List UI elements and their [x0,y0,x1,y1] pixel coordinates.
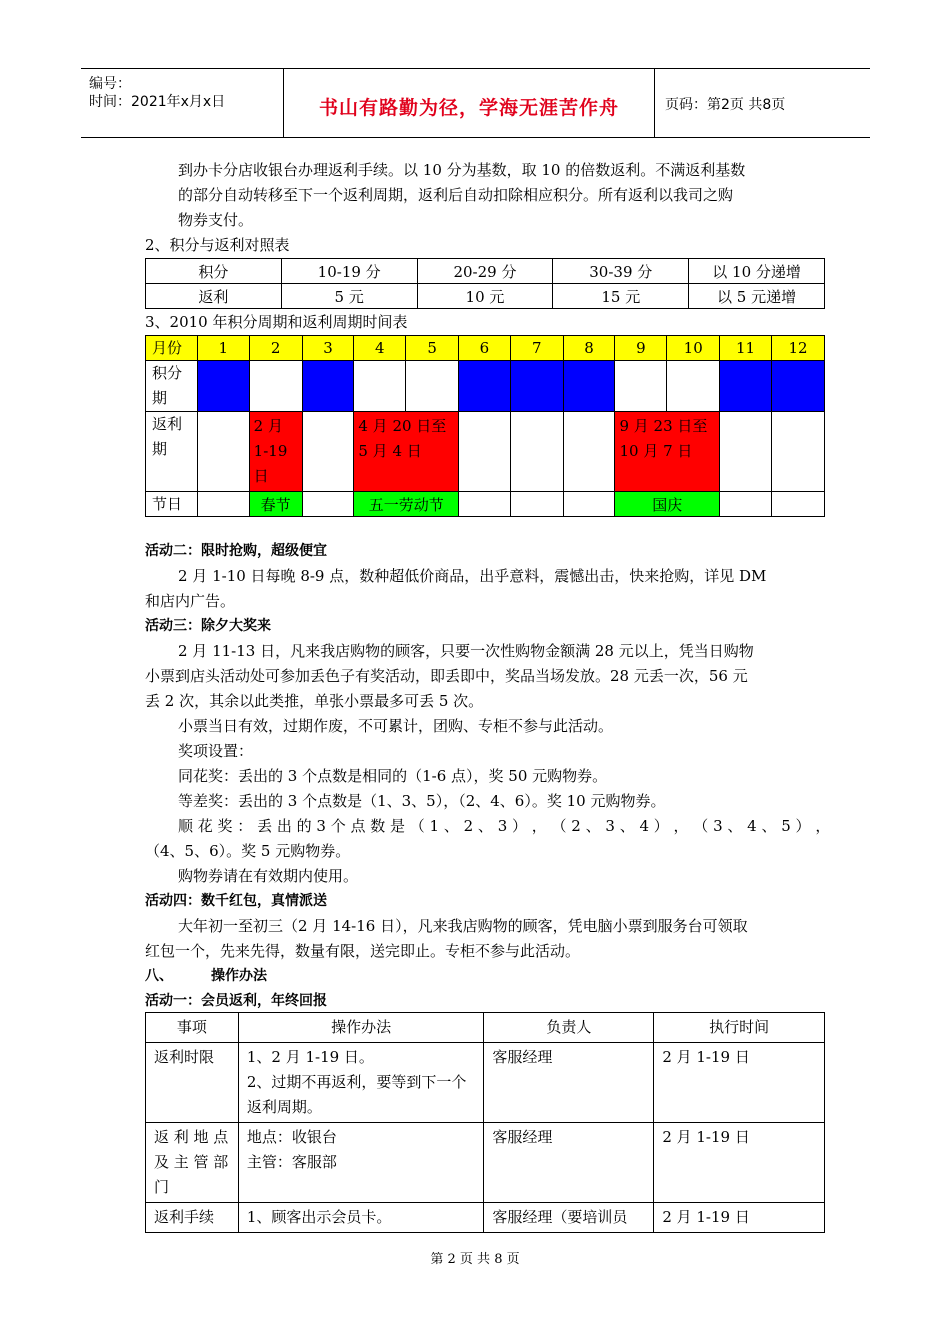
table-cell: 15 元 [553,284,689,309]
activity3-line: 小票到店头活动处可参加丢色子有奖活动，即丢即中，奖品当场发放。28 元丢一次，56 元 [145,667,748,685]
method-cell [238,1203,484,1233]
points-period-label: 积分期 [146,361,198,412]
section2-title: 2、积分与返利对照表 [145,236,290,254]
method-line: 地点：收银台 [246,1128,337,1146]
section8-title: 操作办法 [211,968,267,984]
header-page-cell [655,69,870,137]
activity2-line: 和店内广告。 [145,592,236,610]
points-period-cell [563,361,615,412]
item-cell: 返利时限 [146,1043,239,1123]
empty-cell [563,412,615,492]
month-cell: 6 [459,336,511,361]
activity3-line: 购物券请在有效期内使用。 [178,867,359,885]
section3-title: 3、2010 年积分周期和返利周期时间表 [145,313,408,331]
empty-cell [459,492,511,517]
empty-cell [302,412,354,492]
rebate-period-cell: 4 月 20 日至 5 月 4 日 [354,412,459,492]
schedule-table [145,335,825,517]
page-header [81,68,870,138]
number-label: 编号： [89,76,131,92]
month-row [146,336,825,361]
empty-cell [667,361,720,412]
empty-cell [563,492,615,517]
activity2-title: 活动二：限时抢购，超级便宜 [145,543,327,559]
table-row [146,1203,825,1233]
intro-line: 的部分自动转移至下一个返利周期，返利后自动扣除相应积分。所有返利以我司之购 [178,186,734,204]
table-row [146,259,825,284]
holiday-cell: 春节 [249,492,302,517]
empty-cell [720,492,772,517]
method-line: 1、2 月 1-19 日。 [246,1048,374,1066]
activity3-line: 顺 花 奖 ： 丢 出 的 3 个 点 数 是 （ 1 、 2 、 3 ） ， （ 2 、 3 、 4 ） ， （ 3 、 4 、 5 ） ， [178,817,831,835]
rebate-period-label: 返利期 [146,412,198,492]
month-cell: 5 [406,336,459,361]
page-footer: 第 2 页 共 8 页 [430,1252,520,1267]
activity3-line: 等差奖：丢出的 3 个点数是（1、3、5），（2、4、6）。奖 10 元购物券。 [178,792,666,810]
method-line: 2、过期不再返利，要等到下一个返利周期。 [246,1073,467,1116]
holiday-cell: 五一劳动节 [354,492,459,517]
points-period-cell [772,361,825,412]
activity3-line: 丢 2 次，其余以此类推，单张小票最多可丢 5 次。 [145,692,484,710]
table-cell: 以 5 元递增 [689,284,825,309]
activity4-title: 活动四：数千红包，真情派送 [145,893,327,909]
points-period-cell [720,361,772,412]
motto: 书山有路勤为径，学海无涯苦作舟 [318,97,619,119]
table-row [146,1123,825,1203]
empty-cell [249,361,302,412]
method-cell [238,1123,484,1203]
table-cell: 10 元 [417,284,553,309]
table-row [146,1043,825,1123]
activity4-line: 大年初一至初三（2 月 14-16 日），凡来我店购物的顾客，凭电脑小票到服务台可领取 [178,917,748,935]
empty-cell [197,412,249,492]
activity3-line: 奖项设置： [178,742,254,760]
month-cell: 10 [667,336,720,361]
empty-cell [354,361,406,412]
month-cell: 11 [720,336,772,361]
item-cell: 返 利 地 点 及 主 管 部 门 [146,1123,239,1203]
empty-cell [772,412,825,492]
activity2-line: 2 月 1-10 日每晚 8-9 点，数种超低价商品，出乎意料，震憾出击，快来抢购，详见 DM [178,567,767,585]
section8-number: 八、 [145,968,173,984]
table-row [146,284,825,309]
time-cell: 2 月 1-19 日 [654,1123,825,1203]
intro-line: 物券支付。 [178,211,254,229]
method-cell [238,1043,484,1123]
rebate-period-row [146,412,825,492]
column-header: 执行时间 [654,1013,825,1043]
empty-cell [197,492,249,517]
empty-cell [772,492,825,517]
month-cell: 1 [197,336,249,361]
holiday-cell: 国庆 [615,492,720,517]
points-period-cell [302,361,354,412]
empty-cell [459,412,511,492]
points-rebate-table [145,258,825,309]
month-cell: 12 [772,336,825,361]
table-cell: 以 10 分递增 [689,259,825,284]
empty-cell [406,361,459,412]
header-meta-cell [81,69,284,137]
time-cell: 2 月 1-19 日 [654,1043,825,1123]
operations-table [145,1012,825,1233]
month-cell: 2 [249,336,302,361]
empty-cell [720,412,772,492]
table-cell: 5 元 [281,284,417,309]
owner-cell: 客服经理 [484,1043,654,1123]
activity3-line: 同花奖：丢出的 3 个点数是相同的（1-6 点），奖 50 元购物券。 [178,767,608,785]
activity3-line: （4、5、6）。奖 5 元购物券。 [145,842,351,860]
item-cell: 返利手续 [146,1203,239,1233]
month-label: 月份 [146,336,198,361]
owner-cell: 客服经理 [484,1123,654,1203]
empty-cell [615,361,667,412]
activity3-line: 小票当日有效，过期作废，不可累计，团购、专柜不参与此活动。 [178,717,614,735]
points-period-cell [459,361,511,412]
rebate-period-cell: 2 月 1-19 日 [249,412,302,492]
month-cell: 3 [302,336,354,361]
activity3-line: 2 月 11-13 日，凡来我店购物的顾客，只要一次性购物金额满 28 元以上，凭当日购物 [178,642,754,660]
month-cell: 9 [615,336,667,361]
table-cell: 20-29 分 [417,259,553,284]
intro-line: 到办卡分店收银台办理返利手续。以 10 分为基数，取 10 的倍数返利。不满返利基数 [178,161,746,179]
table-cell: 10-19 分 [281,259,417,284]
table-cell: 返利 [146,284,282,309]
table-cell: 30-39 分 [553,259,689,284]
holiday-label: 节日 [146,492,198,517]
method-line: 1、顾客出示会员卡。 [246,1208,392,1226]
header-motto-cell [284,69,655,137]
method-line: 主管：客服部 [246,1153,337,1171]
month-cell: 7 [510,336,563,361]
time-label: 时间：2021年x月x日 [89,94,226,110]
table-cell: 积分 [146,259,282,284]
month-cell: 4 [354,336,406,361]
column-header: 负责人 [484,1013,654,1043]
column-header: 事项 [146,1013,239,1043]
empty-cell [510,412,563,492]
page-label: 页码：第2页 共8页 [665,97,786,113]
empty-cell [302,492,354,517]
activity4-line: 红包一个，先来先得，数量有限，送完即止。专柜不参与此活动。 [145,942,581,960]
time-cell: 2 月 1-19 日 [654,1203,825,1233]
rebate-period-cell: 9 月 23 日至 10 月 7 日 [615,412,720,492]
holiday-row [146,492,825,517]
owner-cell: 客服经理（要培训员 [484,1203,654,1233]
empty-cell [510,492,563,517]
points-period-cell [510,361,563,412]
activity3-title: 活动三：除夕大奖来 [145,618,271,634]
table-header-row [146,1013,825,1043]
points-period-cell [197,361,249,412]
month-cell: 8 [563,336,615,361]
activity1-title: 活动一：会员返利，年终回报 [145,993,327,1009]
points-period-row [146,361,825,412]
column-header: 操作办法 [238,1013,484,1043]
